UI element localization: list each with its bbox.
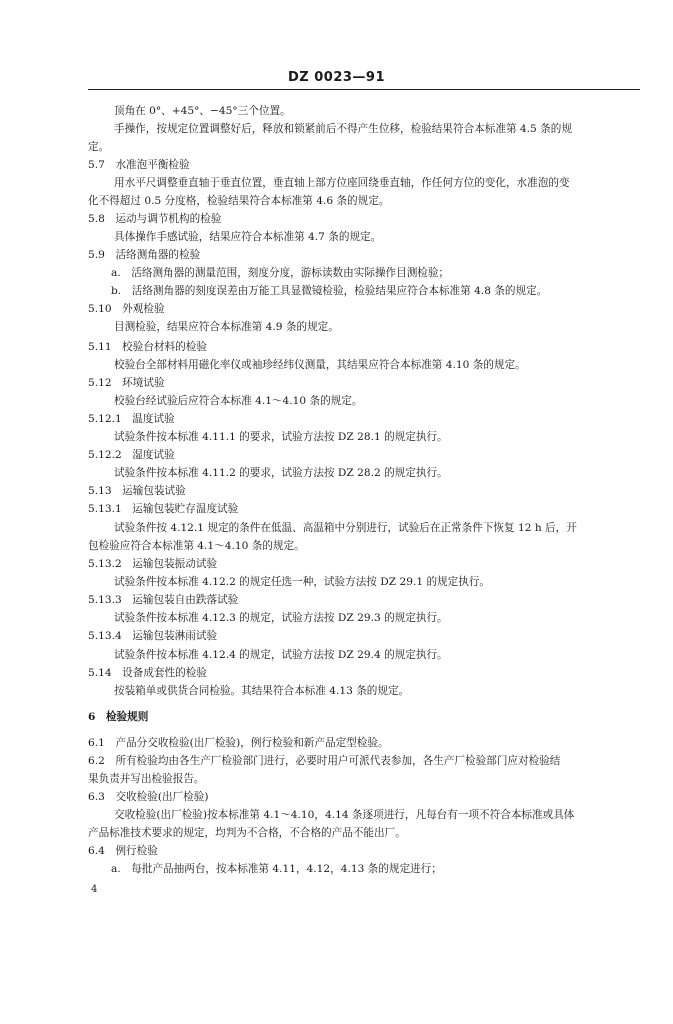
- text-line: 5.13 运输包装试验: [88, 485, 186, 497]
- text-line: b. 活络测角器的刻度误差由万能工具显微镜检验，检验结果应符合本标准第 4.8 条的规定。: [111, 285, 548, 297]
- text-line: 5.10 外观检验: [88, 303, 165, 315]
- text-line: 校验台全部材料用磁化率仪或袖珍经纬仪测量，其结果应符合本标准第 4.10 条的规定。: [114, 359, 526, 371]
- text-line: 5.13.3 运输包装自由跌落试验: [88, 594, 239, 606]
- page-header: DZ 0023—91: [287, 70, 385, 85]
- text-line: 试验条件按本标准 4.12.2 的规定任选一种，试验方法按 DZ 29.1 的规定执行。: [114, 576, 491, 588]
- text-line: 5.12.2 湿度试验: [88, 449, 175, 461]
- header-rule: [88, 89, 640, 90]
- text-line: 顶角在 0°、+45°、−45°三个位置。: [114, 105, 291, 117]
- text-line: 目测检验，结果应符合本标准第 4.9 条的规定。: [114, 321, 339, 333]
- text-line: 5.12.1 温度试验: [88, 413, 175, 425]
- text-line: 6.3 交收检验(出厂检验): [88, 791, 209, 803]
- text-line: 5.13.2 运输包装振动试验: [88, 558, 218, 570]
- text-line: 5.14 设备成套性的检验: [88, 667, 207, 679]
- text-line: 试验条件按 4.12.1 规定的条件在低温、高温箱中分别进行，试验后在正常条件下恢复 12 h 后，开: [114, 522, 577, 534]
- text-line: 试验条件按本标准 4.11.1 的要求，试验方法按 DZ 28.1 的规定执行。: [114, 431, 448, 443]
- text-line: 按装箱单或供货合同检验。其结果符合本标准 4.13 条的规定。: [114, 685, 410, 697]
- page-number: 4: [91, 884, 98, 895]
- text-line: 用水平尺调整垂直轴于垂直位置，垂直轴上部方位座回绕垂直轴，作任何方位的变化，水准泡的变: [114, 177, 570, 189]
- text-line: 6 检验规则: [88, 711, 149, 723]
- text-line: 校验台经试验后应符合本标准 4.1～4.10 条的规定。: [114, 395, 363, 407]
- text-line: 5.9 活络测角器的检验: [88, 249, 201, 261]
- text-line: 试验条件按本标准 4.12.4 的规定，试验方法按 DZ 29.4 的规定执行。: [114, 649, 448, 661]
- text-line: 手操作，按规定位置调整好后，释放和锁紧前后不得产生位移，检验结果符合本标准第 4.5 条的规: [114, 123, 572, 135]
- text-line: 5.12 环境试验: [88, 377, 165, 389]
- text-line: 包检验应符合本标准第 4.1～4.10 条的规定。: [88, 540, 305, 552]
- text-line: 定。: [88, 141, 110, 153]
- text-line: 试验条件按本标准 4.12.3 的规定，试验方法按 DZ 29.3 的规定执行。: [114, 612, 448, 624]
- text-line: 化不得超过 0.5 分度格，检验结果符合本标准第 4.6 条的规定。: [88, 195, 390, 207]
- text-line: a. 活络测角器的测量范围，刻度分度，游标读数由实际操作目测检验；: [111, 267, 450, 279]
- text-line: 产品标准技术要求的规定，均判为不合格，不合格的产品不能出厂。: [88, 827, 406, 839]
- text-line: 5.11 校验台材料的检验: [88, 341, 207, 353]
- text-line: 试验条件按本标准 4.11.2 的要求，试验方法按 DZ 28.2 的规定执行。: [114, 467, 448, 479]
- text-line: 5.13.1 运输包装贮存温度试验: [88, 503, 239, 515]
- text-line: 交收检验(出厂检验)按本标准第 4.1～4.10，4.14 条逐项进行，凡每台有一项不符合本标准或具体: [114, 809, 575, 821]
- text-line: 5.7 水准泡平衡检验: [88, 159, 190, 171]
- text-line: a. 每批产品抽两台，按本标准第 4.11，4.12，4.13 条的规定进行；: [111, 863, 442, 875]
- text-line: 5.13.4 运输包装淋雨试验: [88, 630, 218, 642]
- text-line: 6.2 所有检验均由各生产厂检验部门进行，必要时用户可派代表参加，各生产厂检验部门应对检验结: [88, 755, 561, 767]
- text-line: 具体操作手感试验，结果应符合本标准第 4.7 条的规定。: [114, 231, 382, 243]
- text-line: 5.8 运动与调节机构的检验: [88, 213, 222, 225]
- text-line: 6.1 产品分交收检验(出厂检验)，例行检验和新产品定型检验。: [88, 737, 389, 749]
- text-line: 果负责并写出检验报告。: [88, 773, 205, 785]
- text-line: 6.4 例行检验: [88, 845, 158, 857]
